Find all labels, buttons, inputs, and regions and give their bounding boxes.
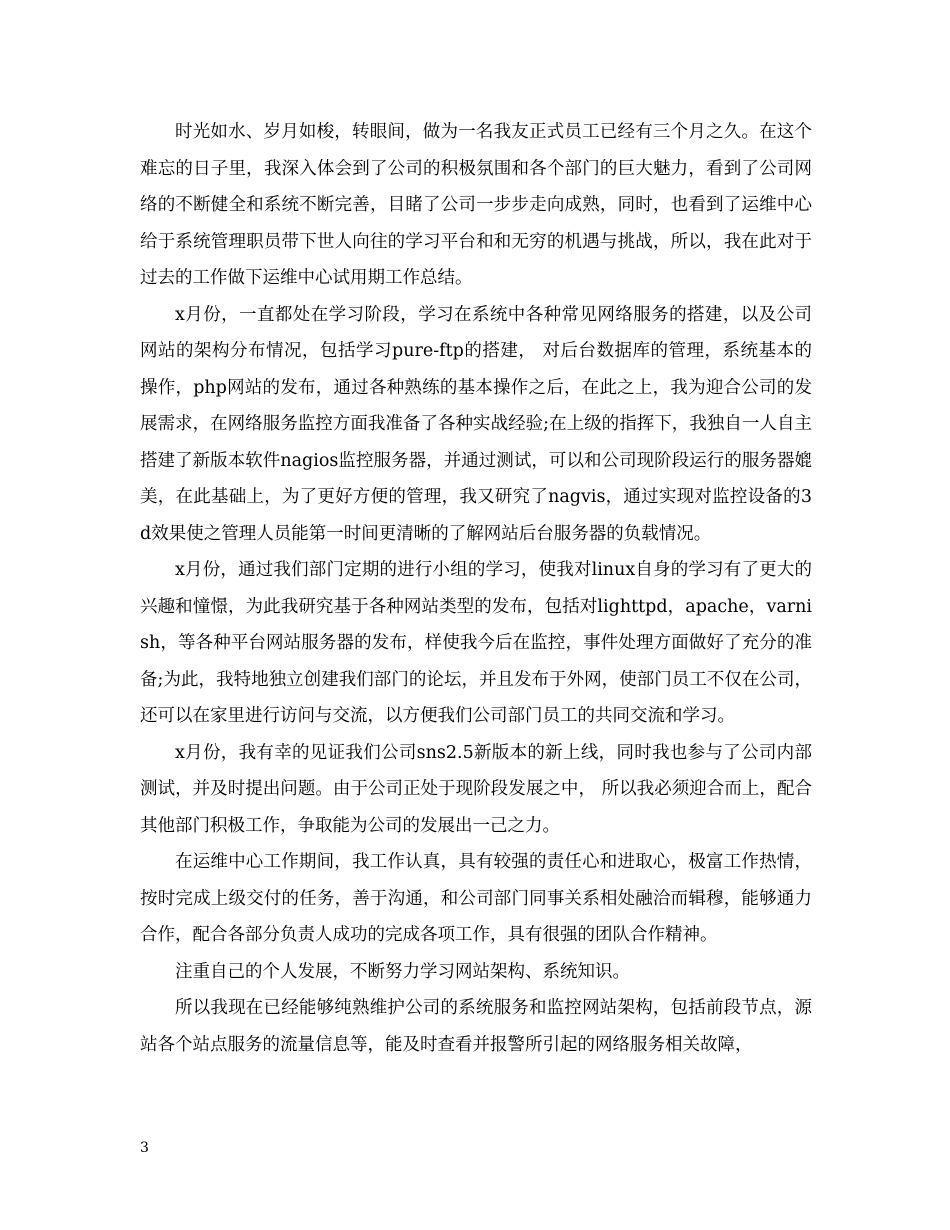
document-body: [140, 114, 812, 1063]
paragraph-7: 所以我现在已经能够纯熟维护公司的系统服务和监控网站架构，包括前段节点，源站各个站点服务的流量信息等，能及时查看并报警所引起的网络服务相关故障，: [140, 998, 812, 1055]
paragraph-3: x月份，通过我们部门定期的进行小组的学习，使我对linux自身的学习有了更大的兴趣和憧憬，为此我研究基于各种网站类型的发布，包括对lighttpd，apache，varnish，等各种平台网站服务器的发布，样使我今后在监控，事件处理方面做好了充分的准备;为此，我特地独立创建我们部门的论坛，并且发布于外网，使部门员工不仅在公司，还可以在家里进行访问与交流，以方便我们公司部门员工的共同交流和学习。: [140, 560, 812, 726]
paragraph-2: x月份，一直都处在学习阶段，学习在系统中各种常见网络服务的搭建，以及公司网站的架构分布情况，包括学习pure-ftp的搭建， 对后台数据库的管理，系统基本的操作，php网站的发布，通过各种熟练的基本操作之后，在此之上，我为迎合公司的发展需求，在网络服务监控方面我准备了各种实战经验;在上级的指挥下，我独自一人自主搭建了新版本软件nagios监控服务器，并通过测试，可以和公司现阶段运行的服务器媲美，在此基础上，为了更好方便的管理，我又研究了nagvis，通过实现对监控设备的3d效果使之管理人员能第一时间更清晰的了解网站后台服务器的负载情况。: [140, 304, 812, 544]
paragraph-1: 时光如水、岁月如梭，转眼间，做为一名我友正式员工已经有三个月之久。在这个难忘的日子里，我深入体会到了公司的积极氛围和各个部门的巨大魅力，看到了公司网络的不断健全和系统不断完善，目睹了公司一步步走向成熟，同时，也看到了运维中心给于系统管理职员带下世人向往的学习平台和和无穷的机遇与挑战，所以，我在此对于过去的工作做下运维中心试用期工作总结。: [140, 122, 812, 288]
page-number: 3: [140, 1140, 149, 1156]
paragraph-6: 注重自己的个人发展，不断努力学习网站架构、系统知识。: [175, 961, 630, 982]
paragraph-5: 在运维中心工作期间，我工作认真，具有较强的责任心和进取心，极富工作热情，按时完成上级交付的任务，善于沟通，和公司部门同事关系相处融洽而辑穆，能够通力合作，配合各部分负责人成功的完成各项工作，具有很强的团队合作精神。: [140, 852, 812, 945]
paragraph-4: x月份，我有幸的见证我们公司sns2.5新版本的新上线，同时我也参与了公司内部测试，并及时提出问题。由于公司正处于现阶段发展之中， 所以我必须迎合而上，配合其他部门积极工作，争取能为公司的发展出一己之力。: [140, 742, 812, 836]
